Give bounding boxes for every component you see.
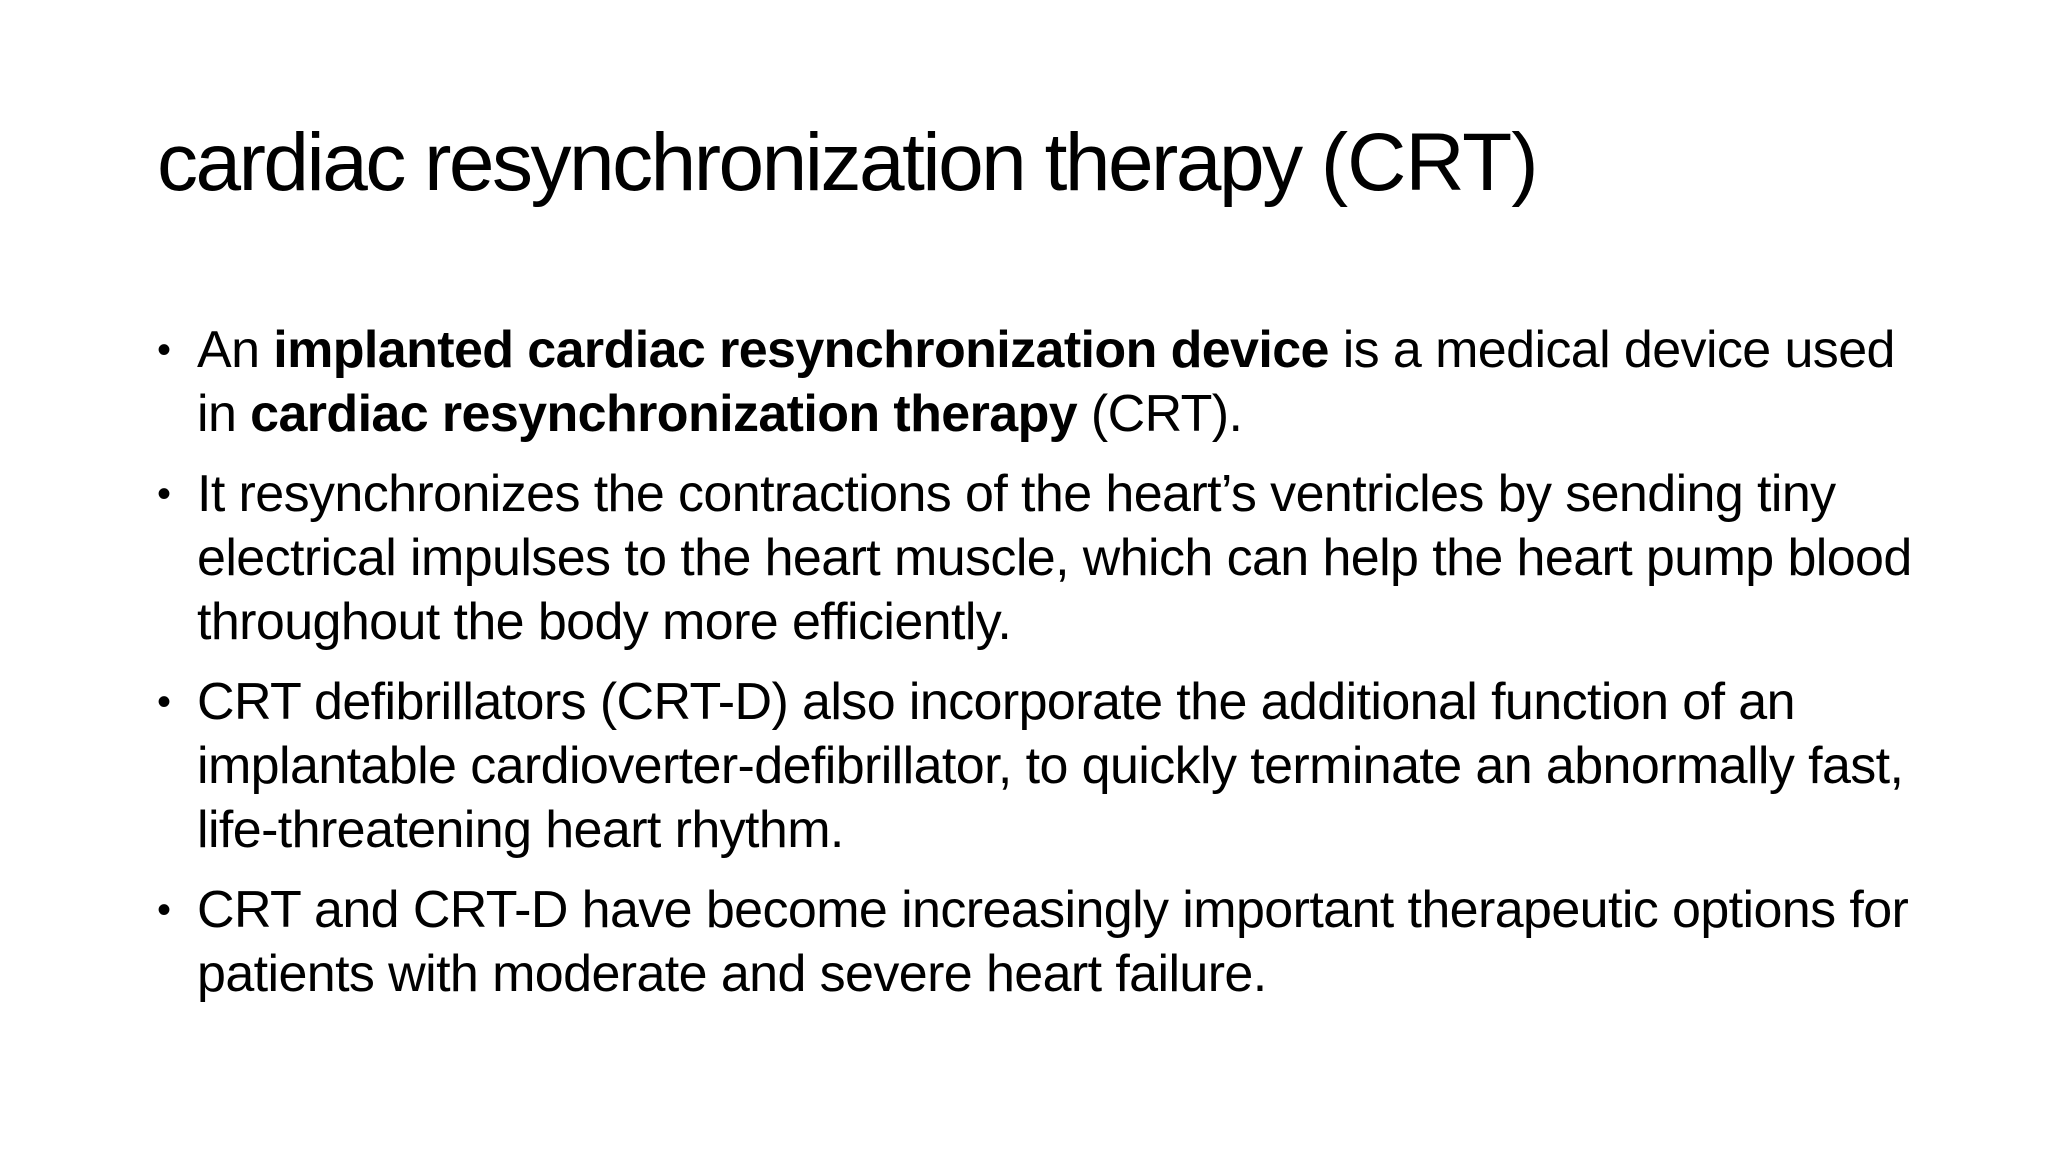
bullet-bold-text: cardiac resynchronization therapy xyxy=(250,385,1078,443)
bullet-dot: • xyxy=(157,472,171,516)
bullet-text: (CRT). xyxy=(1077,385,1243,443)
bullet-dot: • xyxy=(157,328,171,372)
bullet-text: It resynchronizes the contractions of the heart’s ventricles by sending tiny electrical impulses to the heart muscle, which can help the heart pump blood throughout the body more efficiently. xyxy=(197,465,1912,651)
bullet-dot: • xyxy=(157,888,171,932)
bullet-text: is a medical device used in xyxy=(197,321,1895,443)
bullet-text: CRT and CRT-D have become increasingly important therapeutic options for patients with moderate and severe heart failure. xyxy=(197,881,1909,1003)
bullet-item xyxy=(157,670,1917,862)
title-main: cardiac resynchronization therapy xyxy=(157,117,1301,208)
bullet-item xyxy=(157,318,1917,446)
bullet-list xyxy=(157,318,1917,1022)
bullet-text: CRT defibrillators (CRT-D) also incorporate the additional function of an implantable cardioverter-defibrillator, to quickly terminate an abnormally fast, life-threatening heart rhythm. xyxy=(197,673,1904,859)
bullet-item xyxy=(157,878,1917,1006)
bullet-text: An xyxy=(197,321,274,379)
bullet-bold-text: implanted cardiac resynchronization device xyxy=(273,321,1329,379)
slide-title xyxy=(157,118,1538,208)
bullet-item xyxy=(157,462,1917,654)
title-suffix: (CRT) xyxy=(1320,117,1538,208)
bullet-dot: • xyxy=(157,680,171,724)
